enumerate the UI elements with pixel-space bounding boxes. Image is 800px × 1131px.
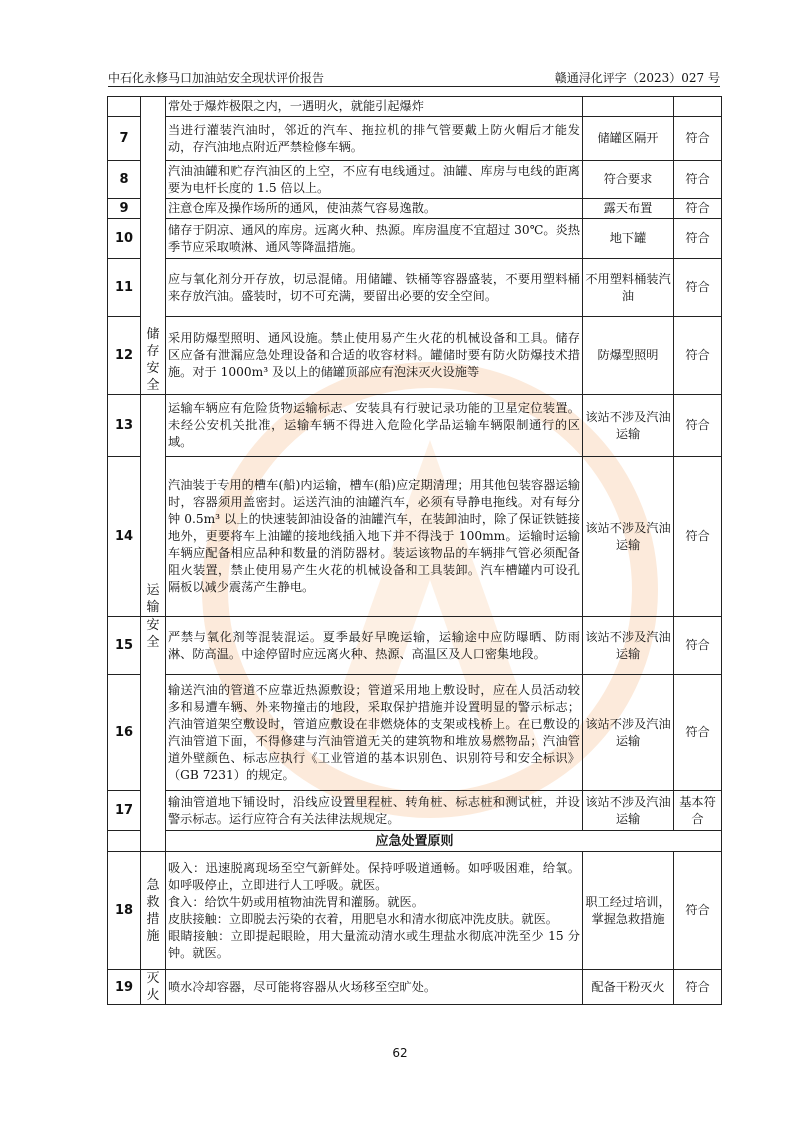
row-content: 应与氧化剂分开存放，切忌混储。用储罐、铁桶等容器盛装，不要用塑料桶来存放汽油。盛装时，切不可充满，要留出必要的安全空间。: [166, 259, 583, 317]
page-number: 62: [392, 1046, 408, 1060]
row-number: 15: [108, 617, 141, 675]
row-result: 符合: [674, 317, 722, 395]
row-result: 符合: [674, 219, 722, 259]
first-aid-ingestion: 食入：给饮牛奶或用植物油洗胃和灌肠。就医。: [168, 894, 424, 909]
row-measure: 配备干粉灭火: [583, 970, 674, 1005]
row-result: 符合: [674, 395, 722, 457]
row-content: 汽油装于专用的槽车(船)内运输，槽车(船)应定期清理；用其他包装容器运输时，容器须用盖密封。运送汽油的油罐汽车，必须有导静电拖线。对有每分钟 0.5m³ 以上的快速装卸油设备的油罐汽车，在装卸油时，除了保证铁链接地外，更要将车上油罐的接地线插入地下并不得浅于 100mm。运输时运输车辆应配备相应品种和数量的消防器材。装运该物品的车辆排气管必须配备阻火装置，禁止使用易产生火花的机械设备和工具装卸。汽车槽罐内可设孔隔板以减少震荡产生静电。: [166, 457, 583, 617]
row-measure: [583, 97, 674, 117]
row-content: 严禁与氧化剂等混装混运。夏季最好早晚运输，运输途中应防曝晒、防雨淋、防高温。中途停留时应远离火种、热源、高温区及人口密集地段。: [166, 617, 583, 675]
table-row: [108, 161, 722, 199]
row-number: 18: [108, 852, 141, 970]
category-cell: [141, 395, 166, 617]
row-measure: 防爆型照明: [583, 317, 674, 395]
row-content: 当进行灌装汽油时，邻近的汽车、拖拉机的排气管要戴上防火帽后才能发动，存汽油地点附近严禁检修车辆。: [166, 117, 583, 161]
category-storage: 安全: [141, 617, 166, 852]
table-row: [108, 791, 722, 831]
table-row: [108, 852, 722, 970]
table-row: [108, 219, 722, 259]
row-number: 17: [108, 791, 141, 831]
row-number: 12: [108, 317, 141, 395]
row-result: 符合: [674, 457, 722, 617]
row-content: [166, 852, 583, 970]
row-result: 基本符合: [674, 791, 722, 831]
table-row: [108, 317, 722, 395]
row-measure: 职工经过培训，掌握急救措施: [583, 852, 674, 970]
row-result: 符合: [674, 852, 722, 970]
section-row: [108, 831, 722, 852]
row-result: 符合: [674, 970, 722, 1005]
row-result: 符合: [674, 117, 722, 161]
report-number: 赣通浔化评字（2023）027 号: [554, 71, 720, 85]
row-result: 符合: [674, 199, 722, 219]
row-measure: 该站不涉及汽油运输: [583, 457, 674, 617]
category-cell: [141, 97, 166, 395]
row-number: 8: [108, 161, 141, 199]
row-content: 运输车辆应有危险货物运输标志、安装具有行驶记录功能的卫星定位装置。未经公安机关批准，运输车辆不得进入危险化学品运输车辆限制通行的区域。: [166, 395, 583, 457]
table-row: [108, 617, 722, 675]
table-row: [108, 97, 722, 117]
first-aid-skin: 皮肤接触：立即脱去污染的衣着，用肥皂水和清水彻底冲洗皮肤。就医。: [168, 911, 558, 926]
row-number: 10: [108, 219, 141, 259]
row-number: 14: [108, 457, 141, 617]
row-content: 注意仓库及操作场所的通风，使油蒸气容易逸散。: [166, 199, 583, 219]
row-measure: 该站不涉及汽油运输: [583, 395, 674, 457]
row-measure: 符合要求: [583, 161, 674, 199]
row-measure: 该站不涉及汽油运输: [583, 675, 674, 791]
table-row: [108, 970, 722, 1005]
row-number: 7: [108, 117, 141, 161]
row-content: 输油管道地下铺设时，沿线应设置里程桩、转角桩、标志桩和测试桩，并设警示标志。运行应符合有关法律法规规定。: [166, 791, 583, 831]
row-result: 符合: [674, 259, 722, 317]
table-row: [108, 675, 722, 791]
first-aid-inhalation: 吸入：迅速脱离现场至空气新鲜处。保持呼吸道通畅。如呼吸困难，给氧。如呼吸停止，立即进行人工呼吸。就医。: [168, 860, 580, 892]
row-number: 11: [108, 259, 141, 317]
row-content: 储存于阴凉、通风的库房。远离火种、热源。库房温度不宜超过 30℃。炎热季节应采取喷淋、通风等降温措施。: [166, 219, 583, 259]
category-first-aid: 急救措施: [141, 852, 166, 970]
row-content: 汽油油罐和贮存汽油区的上空，不应有电线通过。油罐、库房与电线的距离要为电杆长度的 1.5 倍以上。: [166, 161, 583, 199]
row-number: 13: [108, 395, 141, 457]
table-row: [108, 199, 722, 219]
row-measure: 地下罐: [583, 219, 674, 259]
row-result: [674, 97, 722, 117]
table-row: [108, 117, 722, 161]
row-number: 16: [108, 675, 141, 791]
category-storage-label: 储存安全: [146, 327, 160, 393]
row-measure: 该站不涉及汽油运输: [583, 617, 674, 675]
first-aid-eyes: 眼睛接触：立即提起眼睑，用大量流动清水或生理盐水彻底冲洗至少 15 分钟。就医。: [168, 928, 580, 960]
table-row: [108, 259, 722, 317]
row-content: 输送汽油的管道不应靠近热源敷设；管道采用地上敷设时，应在人员活动较多和易遭车辆、外来物撞击的地段，采取保护措施并设置明显的警示标志；汽油管道架空敷设时，管道应敷设在非燃烧体的支架或栈桥上。在已敷设的汽油管道下面，不得修建与汽油管道无关的建筑物和堆放易燃物品；汽油管道外壁颜色、标志应执行《工业管道的基本识别色、识别符号和安全标识》（GB 7231）的规定。: [166, 675, 583, 791]
row-measure: 该站不涉及汽油运输: [583, 791, 674, 831]
row-number: [108, 97, 141, 117]
row-number: 9: [108, 199, 141, 219]
row-result: 符合: [674, 675, 722, 791]
report-title: 中石化永修马口加油站安全现状评价报告: [108, 71, 325, 85]
row-result: 符合: [674, 617, 722, 675]
row-content: 常处于爆炸极限之内，一遇明火，就能引起爆炸: [166, 97, 583, 117]
category-firefighting: 灭火: [141, 970, 166, 1005]
table-row: [108, 457, 722, 617]
row-content: 采用防爆型照明、通风设施。禁止使用易产生火花的机械设备和工具。储存区应备有泄漏应急处理设备和合适的收容材料。罐储时要有防火防爆技术措施。对于 1000m³ 及以上的储罐顶部应有泡沫灭火设施等: [166, 317, 583, 395]
safety-evaluation-table: [107, 96, 722, 1005]
row-number: 19: [108, 970, 141, 1005]
row-measure: 露天布置: [583, 199, 674, 219]
table-row: [108, 395, 722, 457]
row-content: 喷水冷却容器，尽可能将容器从火场移至空旷处。: [166, 970, 583, 1005]
category-transport-label: 运输: [146, 583, 160, 615]
page-header: [108, 66, 720, 87]
row-measure: 不用塑料桶装汽油: [583, 259, 674, 317]
row-result: 符合: [674, 161, 722, 199]
section-title: 应急处置原则: [108, 831, 722, 852]
row-measure: 储罐区隔开: [583, 117, 674, 161]
